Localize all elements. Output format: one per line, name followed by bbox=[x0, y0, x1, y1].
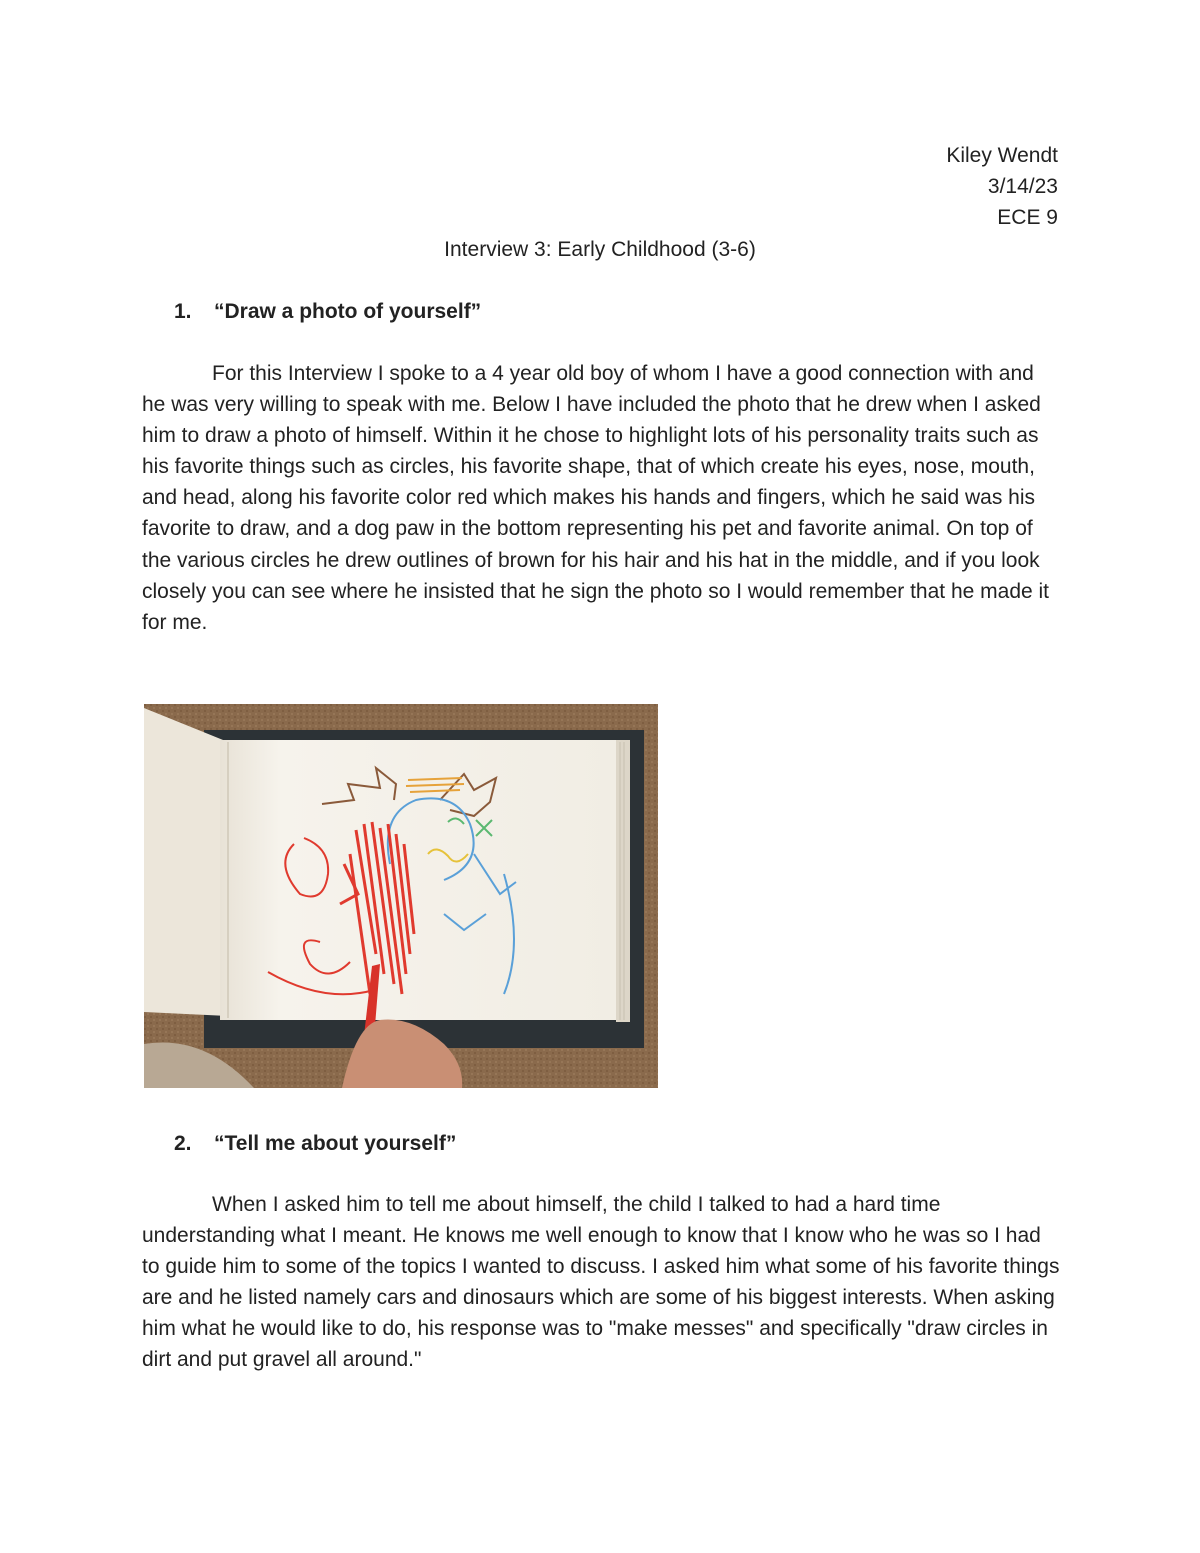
question-2-heading bbox=[174, 1128, 456, 1159]
question-1-number: 1. bbox=[174, 300, 192, 323]
document-date: 3/14/23 bbox=[987, 175, 1058, 198]
question-1-prompt: “Draw a photo of yourself” bbox=[214, 300, 482, 323]
header-block bbox=[946, 140, 1058, 233]
course-name: ECE 9 bbox=[997, 206, 1058, 229]
author-name: Kiley Wendt bbox=[946, 144, 1058, 167]
child-drawing-photo bbox=[144, 704, 658, 1088]
question-1-response: For this Interview I spoke to a 4 year old boy of whom I have a good connection with and he was very willing to speak with me. Below I have included the photo that he drew when I asked him to draw a photo of himself. Within it he chose to highlight lots of his personality traits such as his favorite things such as circles, his favorite shape, that of which create his eyes, nose, mouth, and head, along his favorite color red which makes his hands and fingers, which he said was his favorite to draw, and a dog paw in the bottom representing his pet and favorite animal. On top of the various circles he drew outlines of brown for his hair and his hat in the middle, and if you look closely you can see where he insisted that he sign the photo so I would remember that he made it for me. bbox=[142, 362, 1050, 634]
question-1-heading bbox=[174, 296, 481, 327]
question-2-response: When I asked him to tell me about himself, the child I talked to had a hard time understanding what I meant. He knows me well enough to know that I know who he was so I had to guide him to some of the topics I wanted to discuss. I asked him what some of his favorite things are and he listed namely cars and dinosaurs which are some of his biggest interests. When asking him what he would like to do, his response was to "make messes" and specifically "draw circles in dirt and put gravel all around." bbox=[142, 1193, 1060, 1372]
document-title: Interview 3: Early Childhood (3-6) bbox=[444, 238, 756, 261]
question-2-number: 2. bbox=[174, 1132, 192, 1155]
question-2-prompt: “Tell me about yourself” bbox=[214, 1132, 457, 1155]
